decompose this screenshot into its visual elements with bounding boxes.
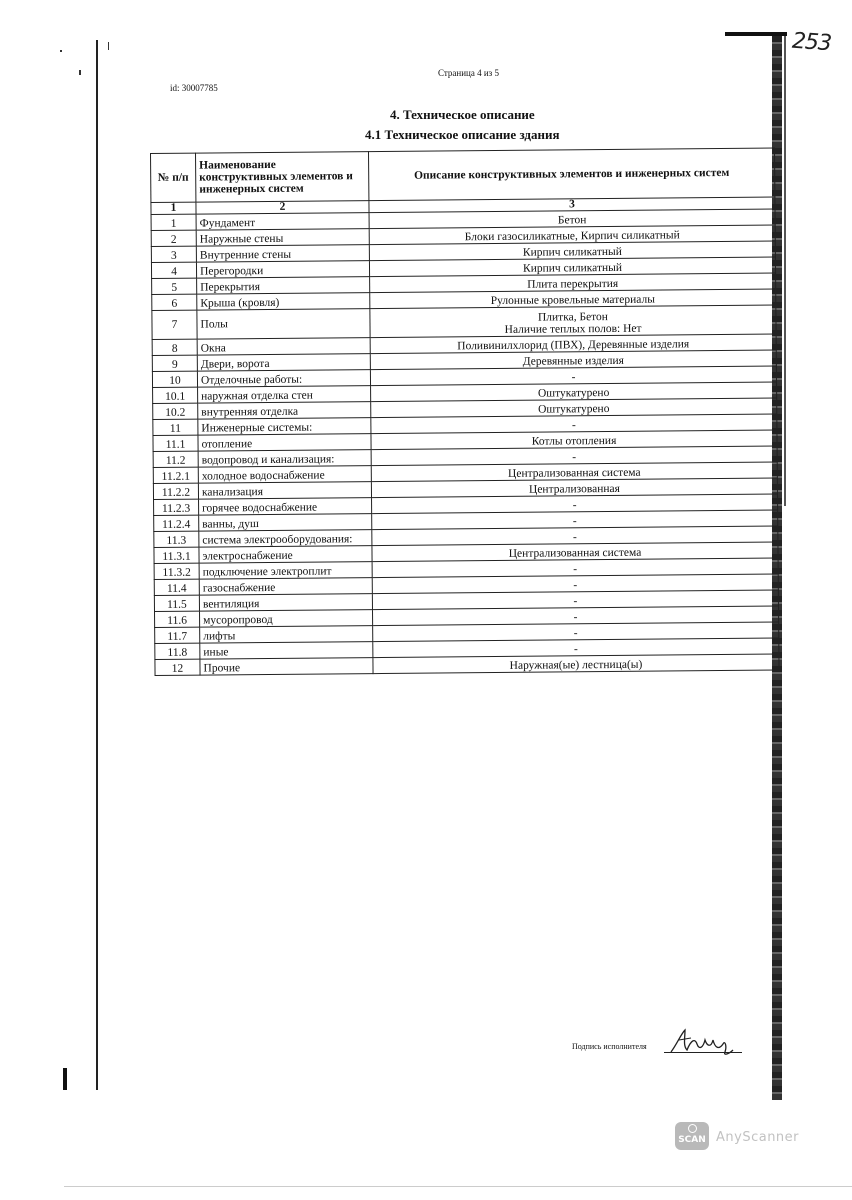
row-number: 11.2.1 xyxy=(153,467,198,483)
row-description: Деревянные изделия xyxy=(370,350,776,370)
row-description: - xyxy=(372,606,778,626)
row-description: Оштукатурено xyxy=(371,398,777,418)
row-element-name: вентиляция xyxy=(199,594,372,612)
row-description: Бетон xyxy=(369,209,775,229)
row-element-name: отопление xyxy=(198,434,371,452)
row-element-name: горячее водоснабжение xyxy=(199,498,372,516)
row-element-name: Полы xyxy=(197,309,370,340)
row-element-name: Окна xyxy=(197,338,370,356)
row-number: 10.1 xyxy=(153,387,198,403)
column-index: 3 xyxy=(369,197,775,213)
row-description: Наружная(ые) лестница(ы) xyxy=(373,654,779,674)
row-number: 11.3 xyxy=(154,531,199,547)
section-title: 4. Техническое описание xyxy=(390,107,535,122)
signature-label: Подпись исполнителя xyxy=(572,1042,647,1051)
row-description: - xyxy=(370,366,776,386)
scan-left-edge-mark xyxy=(63,1068,67,1090)
row-number: 11.2 xyxy=(153,451,198,467)
row-element-name: Перегородки xyxy=(196,261,369,279)
technical-description-table xyxy=(150,148,780,676)
row-number: 11.8 xyxy=(155,643,200,659)
page-indicator: Страница 4 из 5 xyxy=(438,68,499,78)
row-element-name: Прочие xyxy=(200,658,373,676)
row-element-name: холодное водоснабжение xyxy=(198,466,371,484)
header-name: Наименование конструктивных элементов и инженерных систем xyxy=(196,152,369,203)
handwritten-page-number: 253 xyxy=(791,28,832,57)
row-number: 6 xyxy=(152,294,197,310)
scanner-lens-icon xyxy=(688,1124,697,1133)
row-element-name: водопровод и канализация: xyxy=(198,450,371,468)
row-number: 2 xyxy=(151,230,196,246)
scan-bottom-edge xyxy=(64,1186,852,1187)
row-element-name: газоснабжение xyxy=(199,578,372,596)
row-number: 4 xyxy=(151,262,196,278)
row-element-name: Крыша (кровля) xyxy=(197,293,370,311)
row-number: 11.2.3 xyxy=(154,499,199,515)
scan-speck xyxy=(108,42,109,50)
row-number: 11.2.4 xyxy=(154,515,199,531)
row-description: - xyxy=(372,494,778,514)
column-index: 1 xyxy=(151,202,196,214)
row-element-name: Отделочные работы: xyxy=(197,370,370,388)
row-element-name: внутренняя отделка xyxy=(198,402,371,420)
subsection-title: 4.1 Техническое описание здания xyxy=(365,127,560,142)
row-number: 11.5 xyxy=(154,595,199,611)
row-element-name: иные xyxy=(200,642,373,660)
row-element-name: наружная отделка стен xyxy=(198,386,371,404)
document-id: id: 30007785 xyxy=(170,83,218,93)
row-description: - xyxy=(373,638,779,658)
scanner-watermark: AnyScanner xyxy=(716,1130,800,1145)
scanner-app-logo xyxy=(675,1122,709,1150)
column-index: 2 xyxy=(196,201,369,215)
row-description: - xyxy=(372,574,778,594)
row-description: Котлы отопления xyxy=(371,430,777,450)
row-element-name: Фундамент xyxy=(196,213,369,231)
scan-speck xyxy=(60,50,62,52)
row-description: - xyxy=(371,414,777,434)
scan-left-edge xyxy=(96,40,98,1090)
row-number: 5 xyxy=(152,278,197,294)
row-description: Кирпич силикатный xyxy=(369,257,775,277)
row-number: 11.3.2 xyxy=(154,563,199,579)
row-description: Кирпич силикатный xyxy=(369,241,775,261)
row-element-name: Инженерные системы: xyxy=(198,418,371,436)
row-description: Поливинилхлорид (ПВХ), Деревянные изделия xyxy=(370,334,776,354)
row-description: Централизованная xyxy=(371,478,777,498)
row-number: 3 xyxy=(151,246,196,262)
row-number: 11 xyxy=(153,419,198,435)
row-element-name: система электрооборудования: xyxy=(199,530,372,548)
header-num: № п/п xyxy=(151,153,196,202)
row-description: - xyxy=(372,558,778,578)
row-description: Рулонные кровельные материалы xyxy=(370,289,776,309)
row-description: Блоки газосиликатные, Кирпич силикатный xyxy=(369,225,775,245)
row-description: - xyxy=(372,590,778,610)
row-element-name: подключение электроплит xyxy=(199,562,372,580)
row-number: 11.3.1 xyxy=(154,547,199,563)
scanner-badge-text: SCAN xyxy=(678,1135,706,1145)
row-number: 12 xyxy=(155,659,200,675)
row-description: Централизованная система xyxy=(371,462,777,482)
row-number: 11.1 xyxy=(153,435,198,451)
row-element-name: электроснабжение xyxy=(199,546,372,564)
row-number: 1 xyxy=(151,214,196,230)
row-description-line: Плитка, Бетон xyxy=(537,311,608,324)
row-description: Плита перекрытия xyxy=(370,273,776,293)
row-description: - xyxy=(373,622,779,642)
row-number: 10 xyxy=(152,371,197,387)
row-description: Оштукатурено xyxy=(371,382,777,402)
header-description: Описание конструктивных элементов и инженерных систем xyxy=(368,148,774,201)
row-number: 11.4 xyxy=(154,579,199,595)
row-number: 10.2 xyxy=(153,403,198,419)
row-description: - xyxy=(372,510,778,530)
row-number: 7 xyxy=(152,310,197,339)
row-element-name: Двери, ворота xyxy=(197,354,370,372)
row-description: - xyxy=(371,446,777,466)
scan-speck xyxy=(79,70,81,75)
row-number: 11.7 xyxy=(155,627,200,643)
row-description: Централизованная система xyxy=(372,542,778,562)
row-element-name: лифты xyxy=(200,626,373,644)
row-description: - xyxy=(372,526,778,546)
row-element-name: Наружные стены xyxy=(196,229,369,247)
scan-right-edge-line xyxy=(784,36,786,506)
row-element-name: канализация xyxy=(198,482,371,500)
row-description-line: Наличие теплых полов: Нет xyxy=(504,322,642,336)
row-number: 11.2.2 xyxy=(153,483,198,499)
signature-scribble xyxy=(667,1026,737,1058)
row-description xyxy=(370,305,776,338)
row-number: 11.6 xyxy=(155,611,200,627)
row-element-name: Перекрытия xyxy=(197,277,370,295)
row-element-name: мусоропровод xyxy=(199,610,372,628)
row-number: 9 xyxy=(152,355,197,371)
technical-description-table-wrapper xyxy=(150,148,780,676)
row-number: 8 xyxy=(152,339,197,355)
row-element-name: Внутренние стены xyxy=(196,245,369,263)
row-element-name: ванны, душ xyxy=(199,514,372,532)
